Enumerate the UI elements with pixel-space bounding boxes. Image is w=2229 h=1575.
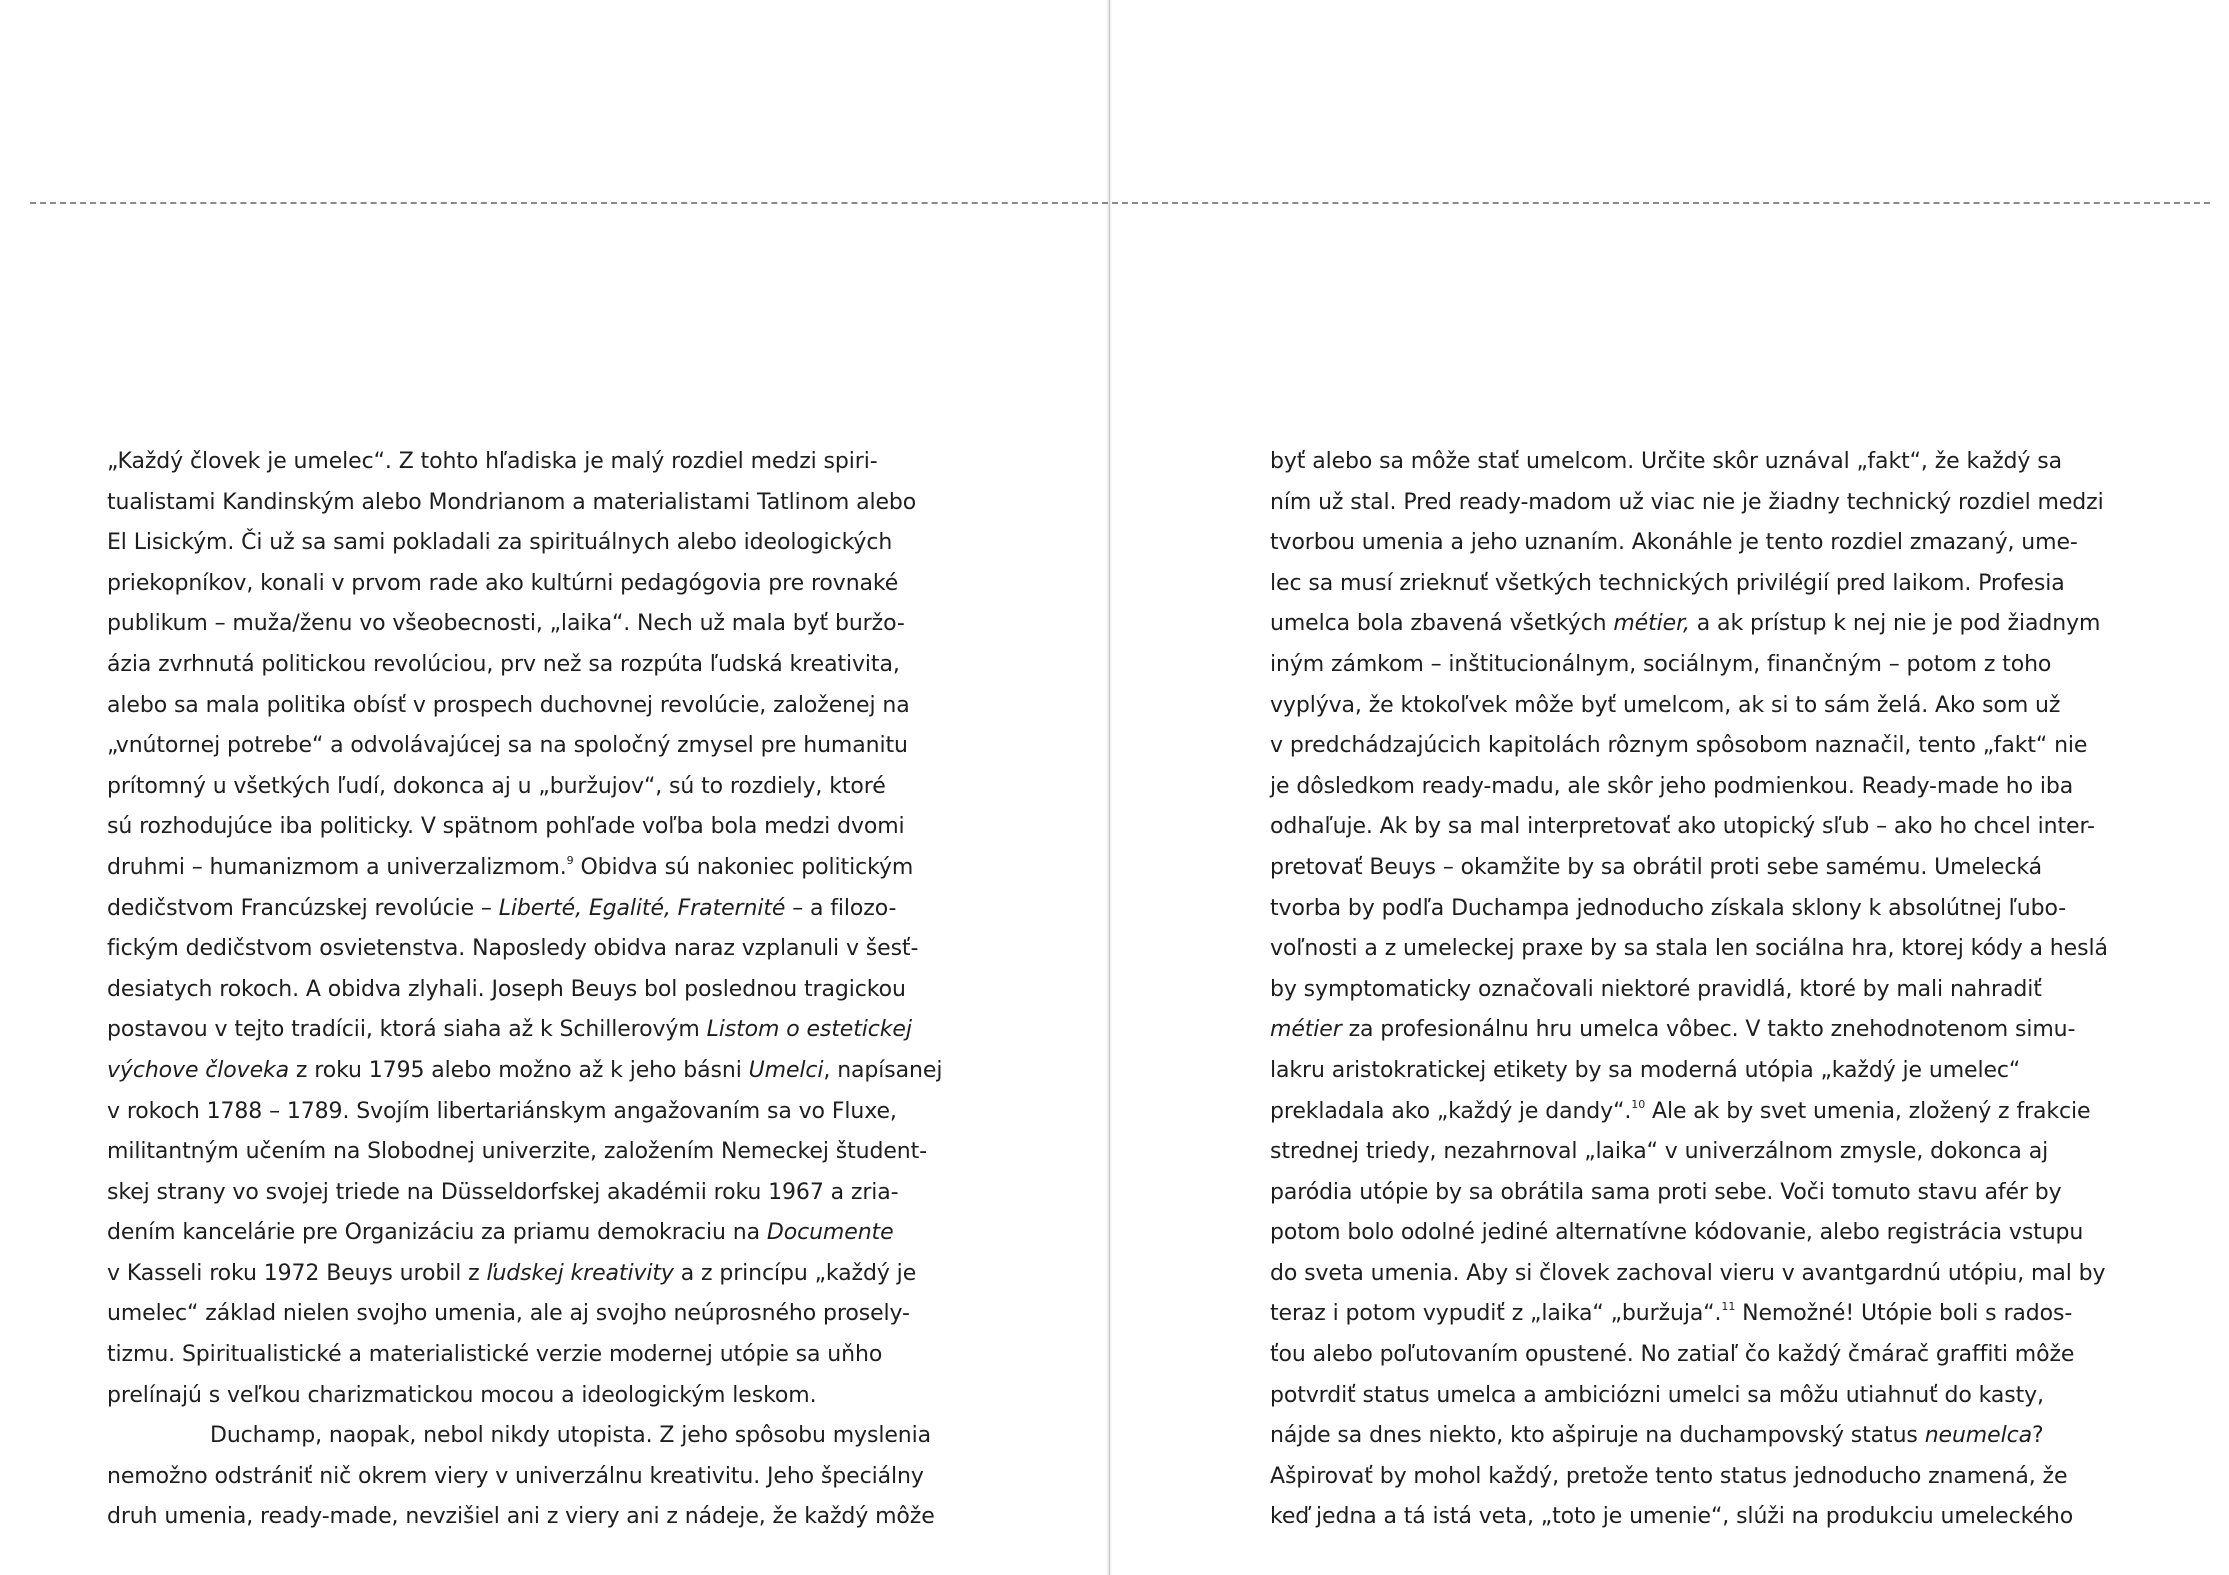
text-line <box>107 1457 924 1498</box>
text-line <box>1270 1335 2080 1376</box>
italic-text: métier, <box>1613 611 1690 637</box>
text-line <box>1270 726 2088 767</box>
text-run: do sveta umenia. Aby si človek zachoval vieru v avantgardnú utópiu, mal by <box>1270 1260 2106 1286</box>
text-run: umelec“ základ nielen svojho umenia, ale aj svojho neúprosného prosely- <box>107 1301 910 1327</box>
text-run: Ašpirovať by mohol každý, pretože tento status jednoducho znamená, že <box>1270 1463 2068 1489</box>
text-run: tvorba by podľa Duchampa jednoducho získala sklony k absolútnej ľubo- <box>1270 895 2067 921</box>
text-line <box>1270 1254 2106 1295</box>
text-line <box>1270 970 2080 1011</box>
text-line <box>1270 1092 2091 1133</box>
text-run: priekopníkov, konali v prvom rade ako kultúrni pedagógovia pre rovnaké <box>107 570 899 596</box>
text-line <box>107 523 907 564</box>
text-run: umelca bola zbavená všetkých <box>1270 611 1614 637</box>
text-line <box>107 645 907 686</box>
text-line <box>107 442 907 483</box>
text-run: tvorbou umenia a jeho uznaním. Akonáhle je tento rozdiel zmazaný, ume- <box>1270 530 2078 556</box>
left-page-text <box>107 442 943 1538</box>
text-run: strednej triedy, nezahrnoval „laika“ v univerzálnom zmysle, dokonca aj <box>1270 1139 2049 1165</box>
italic-text: ľudskej kreativity <box>486 1260 674 1286</box>
text-line <box>1270 1010 2080 1051</box>
text-run: desiatych rokoch. A obidva zlyhali. Joseph Beuys bol poslednou tragickou <box>107 976 906 1002</box>
text-run: odhaľuje. Ak by sa mal interpretovať ako utopický sľub – ako ho chcel inter- <box>1270 814 2095 840</box>
text-line <box>107 889 907 930</box>
text-line <box>107 1416 932 1457</box>
text-line <box>1270 1132 2080 1173</box>
footnote-marker: 11 <box>1721 1300 1736 1314</box>
text-line <box>1270 1376 2080 1417</box>
right-page-text <box>1270 442 2108 1538</box>
text-run: ázia zvrhnutá politickou revolúciou, prv než sa rozpúta ľudská kreativita, <box>107 651 900 677</box>
italic-text: Listom o estetickej <box>706 1017 912 1043</box>
text-line <box>107 604 907 645</box>
text-line <box>1270 889 2080 930</box>
text-line <box>107 1010 912 1051</box>
text-line <box>1270 645 2080 686</box>
text-line <box>107 726 907 767</box>
text-run: sú rozhodujúce iba politicky. V spätnom pohľade voľba bola medzi dvomi <box>107 814 905 840</box>
text-run: paródia utópie by sa obrátila sama proti sebe. Voči tomuto stavu afér by <box>1270 1179 2062 1205</box>
text-line <box>1270 442 2080 483</box>
text-line <box>107 686 910 727</box>
text-line <box>107 767 907 808</box>
italic-text: métier <box>1270 1017 1342 1043</box>
text-run: publikum – muža/ženu vo všeobecnosti, „laika“. Nech už mala byť buržo- <box>107 611 905 637</box>
text-run: je dôsledkom ready-madu, ale skôr jeho podmienkou. Ready-made ho iba <box>1270 773 2074 799</box>
text-run: „vnútornej potrebe“ a odvolávajúcej sa na spoločný zmysel pre humanitu <box>107 733 908 759</box>
text-line <box>107 848 914 889</box>
text-line <box>1270 1294 2080 1335</box>
text-line <box>107 929 919 970</box>
text-run: vyplýva, že ktokoľvek môže byť umelcom, ak si to sám želá. Ako som už <box>1270 692 2061 718</box>
text-line <box>1270 1457 2080 1498</box>
text-run: nemožno odstrániť nič okrem viery v univerzálnu kreativitu. Jeho špeciálny <box>107 1463 924 1489</box>
text-run: potvrdiť status umelca a ambiciózni umelci sa môžu utiahnuť do kasty, <box>1270 1382 2044 1408</box>
text-run: prítomný u všetkých ľudí, dokonca aj u „buržujov“, sú to rozdiely, ktoré <box>107 773 886 799</box>
text-line <box>1270 1416 2080 1457</box>
text-run: druhmi – humanizmom a univerzalizmom. <box>107 854 567 880</box>
text-run: teraz i potom vypudiť z „laika“ „buržuja“. <box>1270 1301 1722 1327</box>
text-run: Ale ak by svet umenia, zložený z frakcie <box>1645 1098 2091 1124</box>
text-run: ? <box>2031 1423 2044 1449</box>
text-run: v Kasseli roku 1972 Beuys urobil z <box>107 1260 487 1286</box>
text-run: v rokoch 1788 – 1789. Svojím libertariánskym angažovaním sa vo Fluxe, <box>107 1098 897 1124</box>
text-line <box>107 1092 907 1133</box>
text-run: voľnosti a z umeleckej praxe by sa stala len sociálna hra, ktorej kódy a heslá <box>1270 936 2108 962</box>
text-run: keď jedna a tá istá veta, „toto je umenie“, slúži na produkciu umeleckého <box>1270 1504 2074 1530</box>
text-line <box>107 970 907 1011</box>
text-line <box>107 1335 907 1376</box>
text-line <box>107 1051 943 1092</box>
text-run: prelínajú s veľkou charizmatickou mocou a ideologickým leskom. <box>107 1382 817 1408</box>
text-run: a z princípu „každý je <box>673 1260 917 1286</box>
dashed-cut-line <box>30 202 2210 204</box>
text-run: prekladala ako „každý je dandy“. <box>1270 1098 1632 1124</box>
text-line <box>107 1132 927 1173</box>
text-line <box>107 1254 917 1295</box>
text-run: tualistami Kandinským alebo Mondrianom a materialistami Tatlinom alebo <box>107 489 917 515</box>
footnote-marker: 9 <box>566 853 574 867</box>
text-line <box>107 564 907 605</box>
text-run: „Každý človek je umelec“. Z tohto hľadiska je malý rozdiel medzi spiri- <box>107 449 878 474</box>
text-run: byť alebo sa môže stať umelcom. Určite skôr uznával „fakt“, že každý sa <box>1270 449 2062 474</box>
text-run: a ak prístup k nej nie je pod žiadnym <box>1689 611 2101 637</box>
text-run: dením kancelárie pre Organizáciu za priamu demokraciu na <box>107 1220 767 1246</box>
text-line <box>1270 604 2101 645</box>
text-line <box>1270 767 2080 808</box>
text-line <box>1270 523 2080 564</box>
text-run: lec sa musí zrieknuť všetkých technických privilégií pred laikom. Profesia <box>1270 570 2065 596</box>
text-line <box>107 1173 907 1214</box>
text-run: , napísanej <box>823 1057 943 1083</box>
text-line <box>1270 1051 2080 1092</box>
text-run: by symptomaticky označovali niektoré pravidlá, ktoré by mali nahradiť <box>1270 976 2042 1002</box>
text-line <box>1270 807 2095 848</box>
text-run: El Lisickým. Či už sa sami pokladali za spirituálnych alebo ideologických <box>107 530 893 556</box>
text-run: Nemožné! Utópie boli s rados- <box>1735 1301 2073 1327</box>
text-line <box>107 1213 907 1254</box>
italic-text: Umelci <box>748 1057 824 1083</box>
text-line <box>1270 1497 2080 1538</box>
text-line <box>107 1376 907 1417</box>
text-run: postavou v tejto tradícii, ktorá siaha až k Schillerovým <box>107 1017 707 1043</box>
text-run: pretovať Beuys – okamžite by sa obrátil proti sebe samému. Umelecká <box>1270 854 2042 880</box>
text-run: iným zámkom – inštitucionálnym, sociálnym, finančným – potom z toho <box>1270 651 2052 677</box>
text-run: tizmu. Spiritualistické a materialistické verzie modernej utópie sa uňho <box>107 1342 883 1368</box>
text-line <box>1270 1213 2084 1254</box>
text-line <box>107 1497 935 1538</box>
italic-text: Documente <box>766 1220 894 1246</box>
text-run: dedičstvom Francúzskej revolúcie – <box>107 895 499 921</box>
text-line <box>1270 483 2104 524</box>
text-run: potom bolo odolné jediné alternatívne kódovanie, alebo registrácia vstupu <box>1270 1220 2084 1246</box>
text-line <box>1270 848 2080 889</box>
text-line <box>1270 564 2080 605</box>
text-run: Duchamp, naopak, nebol nikdy utopista. Z jeho spôsobu myslenia <box>210 1423 932 1449</box>
italic-text: Liberté, Egalité, Fraternité <box>498 895 786 921</box>
italic-text: neumelca <box>1924 1423 2032 1449</box>
text-line <box>1270 929 2108 970</box>
text-line <box>1270 686 2080 727</box>
text-run: fickým dedičstvom osvietenstva. Naposledy obidva naraz vzplanuli v šesť- <box>107 936 919 962</box>
text-run: z roku 1795 alebo možno až k jeho básni <box>289 1057 749 1083</box>
text-run: lakru aristokratickej etikety by sa moderná utópia „každý je umelec“ <box>1270 1057 2021 1083</box>
text-run: militantným učením na Slobodnej univerzite, založením Nemeckej študent- <box>107 1139 927 1165</box>
italic-text: výchove človeka <box>107 1057 290 1083</box>
text-run: Obidva sú nakoniec politickým <box>573 854 914 880</box>
text-run: skej strany vo svojej triede na Düsseldorfskej akadémii roku 1967 a zria- <box>107 1179 899 1205</box>
text-run: ťou alebo poľutovaním opustené. No zatiaľ čo každý čmárač graffiti môže <box>1270 1342 2075 1368</box>
text-line <box>107 483 917 524</box>
text-line <box>107 1294 910 1335</box>
text-run: druh umenia, ready-made, nevzišiel ani z viery ani z nádeje, že každý môže <box>107 1504 935 1530</box>
text-run: ním už stal. Pred ready-madom už viac nie je žiadny technický rozdiel medzi <box>1270 489 2104 515</box>
text-run: nájde sa dnes niekto, kto ašpiruje na duchampovský status <box>1270 1423 1925 1449</box>
text-run: za profesionálnu hru umelca vôbec. V takto znehodnotenom simu- <box>1341 1017 2076 1043</box>
text-run: v predchádzajúcich kapitolách rôznym spôsobom naznačil, tento „fakt“ nie <box>1270 733 2088 759</box>
text-run: alebo sa mala politika obísť v prospech duchovnej revolúcie, založenej na <box>107 692 910 718</box>
gutter-fold-line <box>1109 0 1110 1575</box>
text-line <box>1270 1173 2080 1214</box>
text-run: – a filozo- <box>785 895 897 921</box>
text-line <box>107 807 907 848</box>
footnote-marker: 10 <box>1631 1097 1646 1111</box>
